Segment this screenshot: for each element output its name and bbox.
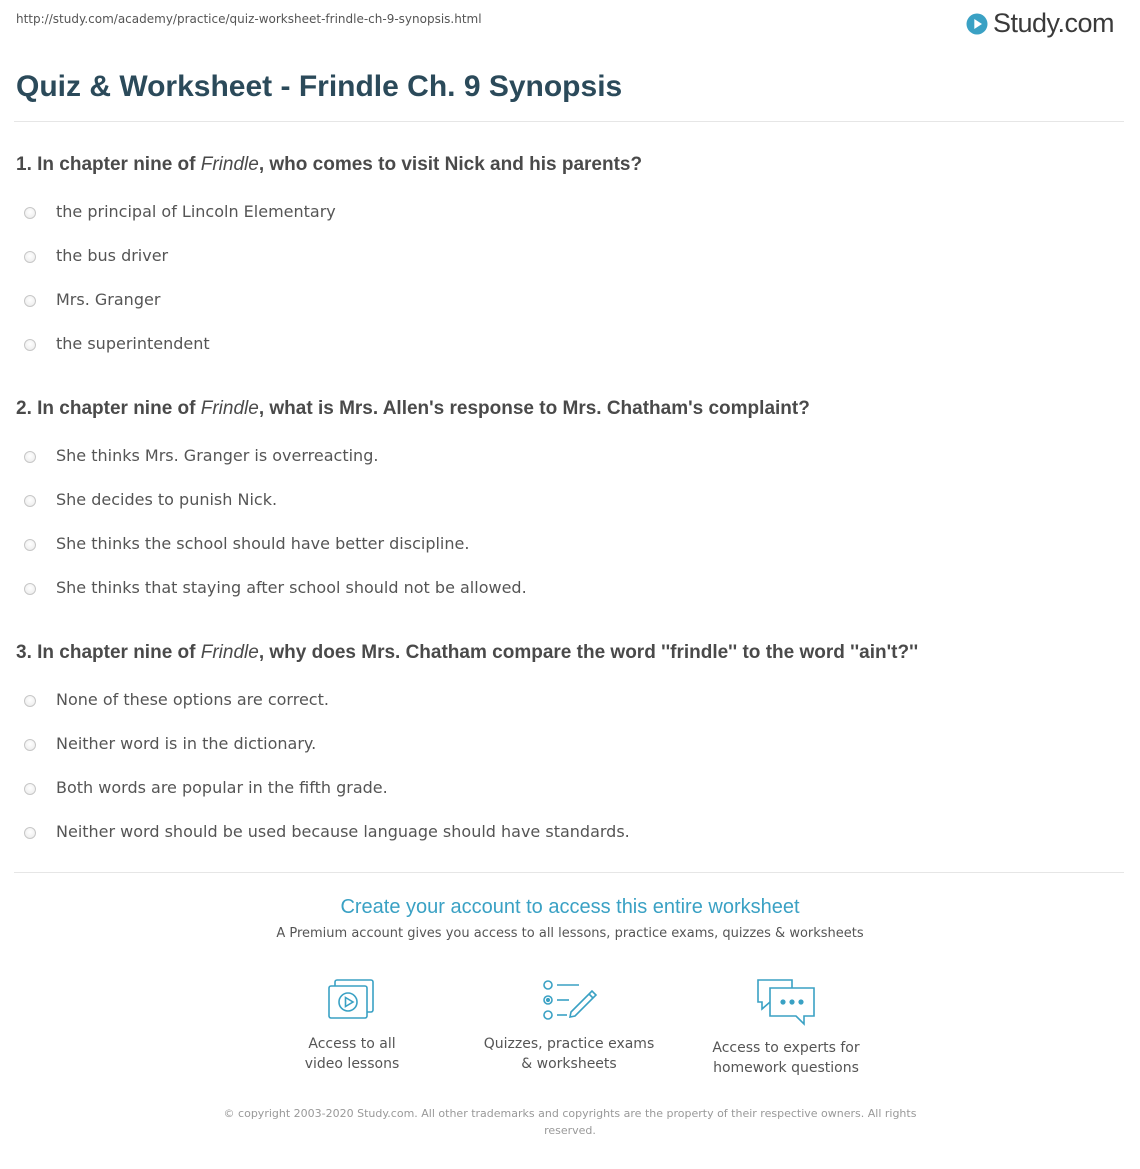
answer-option[interactable]: Mrs. Granger (16, 282, 1126, 326)
question-text: 3. In chapter nine of Frindle, why does Mrs. Chatham compare the word ''frindle'' to the word ''ain't?'' (16, 642, 919, 663)
answer-option[interactable]: the principal of Lincoln Elementary (16, 194, 1126, 238)
feature-label: Quizzes, practice exams & worksheets (483, 1036, 655, 1072)
question-3 (16, 640, 1126, 858)
radio-button[interactable] (24, 207, 36, 219)
logo-text: Study.com (992, 8, 1114, 38)
answer-option[interactable]: She thinks Mrs. Granger is overreacting. (16, 438, 1126, 482)
answer-option[interactable]: Neither word should be used because language should have standards. (16, 814, 1126, 858)
page-title: Quiz & Worksheet - Frindle Ch. 9 Synopsis (16, 70, 623, 103)
copyright-notice: © copyright 2003-2020 Study.com. All other trademarks and copyrights are the property of their respective owners. All rights reserved. (223, 1107, 917, 1137)
answer-option[interactable]: Neither word is in the dictionary. (16, 726, 1126, 770)
radio-button[interactable] (24, 339, 36, 351)
answer-option[interactable]: She thinks the school should have better discipline. (16, 526, 1126, 570)
question-2 (16, 396, 1126, 614)
answer-option[interactable]: She decides to punish Nick. (16, 482, 1126, 526)
answer-option[interactable]: She thinks that staying after school should not be allowed. (16, 570, 1126, 614)
header-divider (14, 121, 1124, 122)
question-1 (16, 152, 1126, 370)
radio-button[interactable] (24, 739, 36, 751)
radio-button[interactable] (24, 295, 36, 307)
radio-button[interactable] (24, 495, 36, 507)
study-logo[interactable] (965, 8, 1114, 39)
chat-bubbles-icon (754, 976, 818, 1028)
quiz-checklist-icon (539, 976, 599, 1024)
answer-option[interactable]: the bus driver (16, 238, 1126, 282)
radio-button[interactable] (24, 251, 36, 263)
radio-button[interactable] (24, 695, 36, 707)
question-text: 1. In chapter nine of Frindle, who comes to visit Nick and his parents? (16, 154, 643, 175)
page-url: http://study.com/academy/practice/quiz-worksheet-frindle-ch-9-synopsis.html (16, 12, 482, 26)
radio-button[interactable] (24, 783, 36, 795)
feature-label: Access to all video lessons (304, 1036, 400, 1072)
cta-divider (14, 872, 1124, 873)
cta-title[interactable]: Create your account to access this entire worksheet (340, 896, 800, 918)
feature-label: Access to experts for homework questions (712, 1040, 860, 1076)
radio-button[interactable] (24, 539, 36, 551)
answer-option[interactable]: the superintendent (16, 326, 1126, 370)
quiz-questions (16, 152, 1126, 884)
question-text: 2. In chapter nine of Frindle, what is Mrs. Allen's response to Mrs. Chatham's complaint? (16, 398, 810, 419)
answer-option[interactable]: None of these options are correct. (16, 682, 1126, 726)
radio-button[interactable] (24, 451, 36, 463)
feature-video-lessons (262, 976, 442, 1074)
feature-experts (696, 976, 876, 1078)
feature-quizzes (479, 976, 659, 1074)
cta-subtitle: A Premium account gives you access to all lessons, practice exams, quizzes & worksheets (276, 926, 864, 941)
radio-button[interactable] (24, 583, 36, 595)
radio-button[interactable] (24, 827, 36, 839)
video-lessons-icon (325, 976, 379, 1024)
play-circle-icon (965, 12, 989, 36)
answer-option[interactable]: Both words are popular in the fifth grade. (16, 770, 1126, 814)
